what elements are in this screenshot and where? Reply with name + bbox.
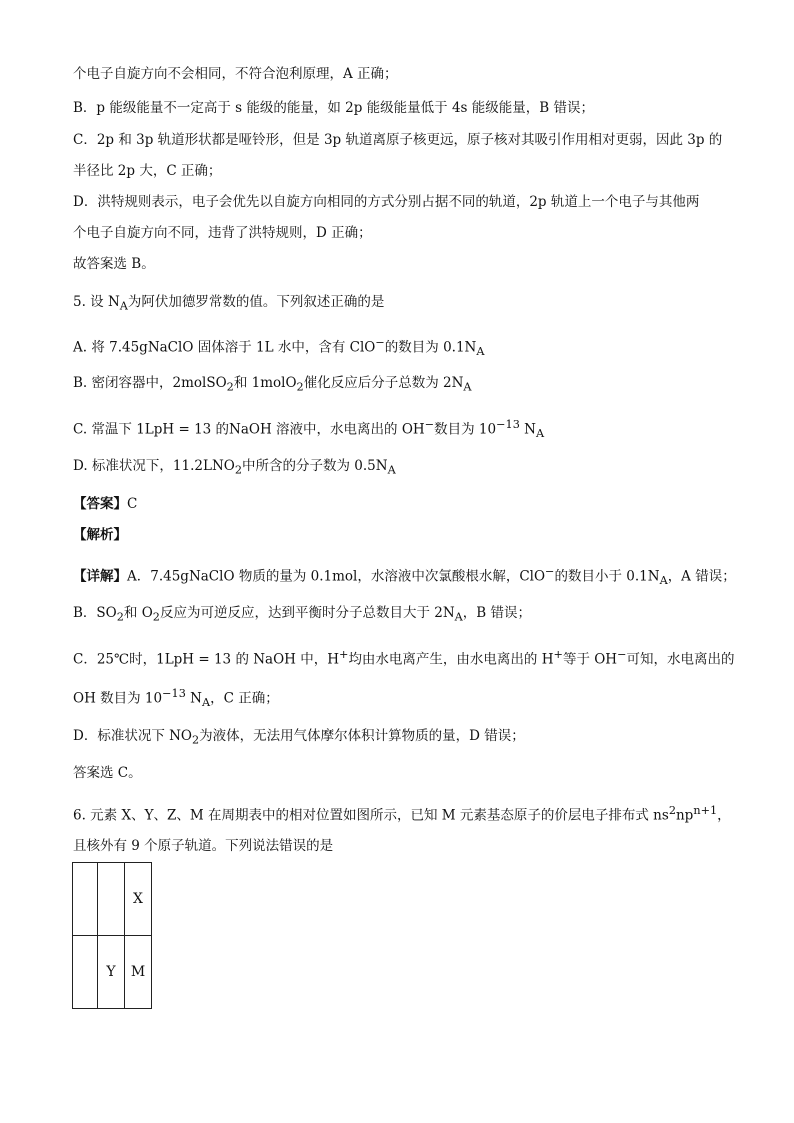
table-cell: M bbox=[125, 936, 152, 1009]
analysis-tag: 【解析】 bbox=[73, 527, 127, 543]
superscript: + bbox=[553, 648, 563, 661]
subscript: 2 bbox=[192, 733, 200, 747]
q5-stem-text-2: 为阿伏加德罗常数的值。下列叙述正确的是 bbox=[127, 294, 385, 310]
detail-text-3: 反应为可逆反应，达到平衡时分子总数目大于 2N bbox=[159, 605, 455, 621]
detail-text: C．25℃时，1LpH = 13 的 NaOH 中，H bbox=[73, 651, 339, 668]
superscript: − bbox=[424, 418, 435, 431]
subscript: 2 bbox=[226, 380, 234, 394]
q5-detail-line-1 bbox=[73, 562, 736, 591]
detail-text: B．SO bbox=[73, 605, 117, 621]
q5-conclusion: 答案选 C。 bbox=[73, 765, 142, 781]
prev-explanation-line-6: 个电子自旋方向不同，违背了洪特规则，D 正确； bbox=[73, 225, 372, 241]
superscript: + bbox=[339, 648, 349, 661]
table-cell: X bbox=[125, 863, 152, 936]
answer-tag: 【答案】 bbox=[73, 496, 127, 512]
q5-option-c bbox=[73, 415, 544, 444]
subscript: 2 bbox=[234, 463, 243, 477]
superscript: − bbox=[617, 648, 627, 661]
option-text-2: 的数目为 0.1N bbox=[384, 339, 477, 356]
prev-explanation-line-3: C．2p 和 3p 轨道形状都是哑铃形，但是 3p 轨道离原子核更远，原子核对其吸引作用相对更弱，因此 3p 的 bbox=[73, 132, 723, 148]
table-cell bbox=[73, 863, 98, 936]
subscript: A bbox=[119, 299, 128, 313]
superscript: −13 bbox=[162, 687, 186, 700]
superscript: − bbox=[375, 336, 385, 349]
q5-detail-line-5 bbox=[73, 726, 525, 751]
detail-text: A．7.45gNaClO 物质的量为 0.1mol，水溶液中次氯酸根水解，ClO bbox=[127, 568, 546, 585]
q5-detail-line-4 bbox=[73, 684, 279, 713]
subscript: A bbox=[535, 427, 545, 441]
q5-detail-line-2 bbox=[73, 603, 531, 628]
option-text-3: 催化反应后分子总数为 2N bbox=[303, 375, 464, 391]
table-row bbox=[73, 936, 152, 1009]
option-text: A. 将 7.45gNaClO 固体溶于 1L 水中，含有 ClO bbox=[73, 339, 376, 356]
superscript: − bbox=[545, 565, 555, 578]
q6-stem-text: 6. 元素 X、Y、Z、M 在周期表中的相对位置如图所示，已知 M 元素基态原子的价层电子排布式 ns bbox=[73, 807, 669, 824]
table-row bbox=[73, 863, 152, 936]
q5-option-b bbox=[73, 373, 472, 398]
subscript: 2 bbox=[296, 380, 304, 394]
q6-stem-text-3: ， bbox=[717, 807, 731, 824]
superscript: 2 bbox=[668, 804, 676, 817]
detail-text-2: 均由水电离产生，由水电离出的 H bbox=[348, 651, 554, 668]
q5-answer bbox=[73, 494, 137, 514]
answer-value: C bbox=[127, 496, 138, 512]
subscript: A bbox=[463, 380, 472, 394]
superscript: n+1 bbox=[693, 804, 718, 817]
detail-text-3: ，C 正确； bbox=[210, 690, 279, 707]
option-text: B. 密闭容器中，2molSO bbox=[73, 375, 227, 391]
detail-text-4: ，B 错误； bbox=[462, 605, 531, 621]
option-text-3: N bbox=[519, 421, 536, 438]
q5-option-d bbox=[73, 456, 396, 481]
subscript: A bbox=[201, 696, 211, 710]
detail-text: D．标准状况下 NO bbox=[73, 728, 192, 744]
detail-text-2: 的数目小于 0.1N bbox=[554, 568, 660, 585]
subscript: 2 bbox=[152, 610, 160, 624]
q5-stem bbox=[73, 292, 384, 317]
prev-explanation-line-4: 半径比 2p 大，C 正确； bbox=[73, 163, 222, 179]
detail-text: OH 数目为 10 bbox=[73, 690, 163, 707]
subscript: A bbox=[454, 610, 463, 624]
option-text: D. 标准状况下，11.2LNO bbox=[73, 458, 235, 474]
q6-stem bbox=[73, 801, 731, 826]
subscript: A bbox=[659, 574, 668, 588]
option-text-2: 数目为 10 bbox=[434, 421, 497, 438]
periodic-table-fragment bbox=[72, 862, 152, 1009]
prev-explanation-line-2: B．p 能级能量不一定高于 s 能级的能量，如 2p 能级能量低于 4s 能级能量，B 错误； bbox=[73, 100, 594, 116]
table-cell: Y bbox=[98, 936, 125, 1009]
option-text-2: 中所含的分子数为 0.5N bbox=[242, 458, 388, 474]
prev-explanation-line-5: D．洪特规则表示，电子会优先以自旋方向相同的方式分别占据不同的轨道，2p 轨道上一个电子与其他两 bbox=[73, 194, 700, 210]
q5-detail-line-3 bbox=[73, 645, 735, 670]
subscript: A bbox=[476, 345, 485, 359]
q5-analysis-tag bbox=[73, 525, 127, 545]
detail-text-2: 和 O bbox=[123, 605, 153, 621]
detail-text-2: 为液体，无法用气体摩尔体积计算物质的量，D 错误； bbox=[199, 728, 525, 744]
detail-text-3: 等于 OH bbox=[562, 651, 618, 668]
q5-stem-text: 5. 设 N bbox=[73, 294, 120, 310]
detail-text-3: ，A 错误； bbox=[667, 568, 736, 585]
q6-stem-line-2: 且核外有 9 个原子轨道。下列说法错误的是 bbox=[73, 838, 334, 854]
table-cell bbox=[98, 863, 125, 936]
prev-explanation-line-1: 个电子自旋方向不会相同，不符合泡利原理，A 正确； bbox=[73, 66, 398, 82]
detail-text-2: N bbox=[185, 690, 202, 707]
superscript: −13 bbox=[496, 418, 520, 431]
detail-tag: 【详解】 bbox=[73, 568, 127, 585]
option-text: C. 常温下 1LpH = 13 的NaOH 溶液中，水电离出的 OH bbox=[73, 421, 425, 438]
prev-explanation-conclusion: 故答案选 B。 bbox=[73, 256, 155, 272]
table-cell bbox=[73, 936, 98, 1009]
q5-option-a bbox=[73, 333, 484, 362]
subscript: 2 bbox=[116, 610, 124, 624]
option-text-2: 和 1molO bbox=[233, 375, 297, 391]
subscript: A bbox=[387, 463, 396, 477]
q6-stem-text-2: np bbox=[675, 807, 694, 824]
detail-text-4: 可知，水电离出的 bbox=[626, 651, 735, 668]
